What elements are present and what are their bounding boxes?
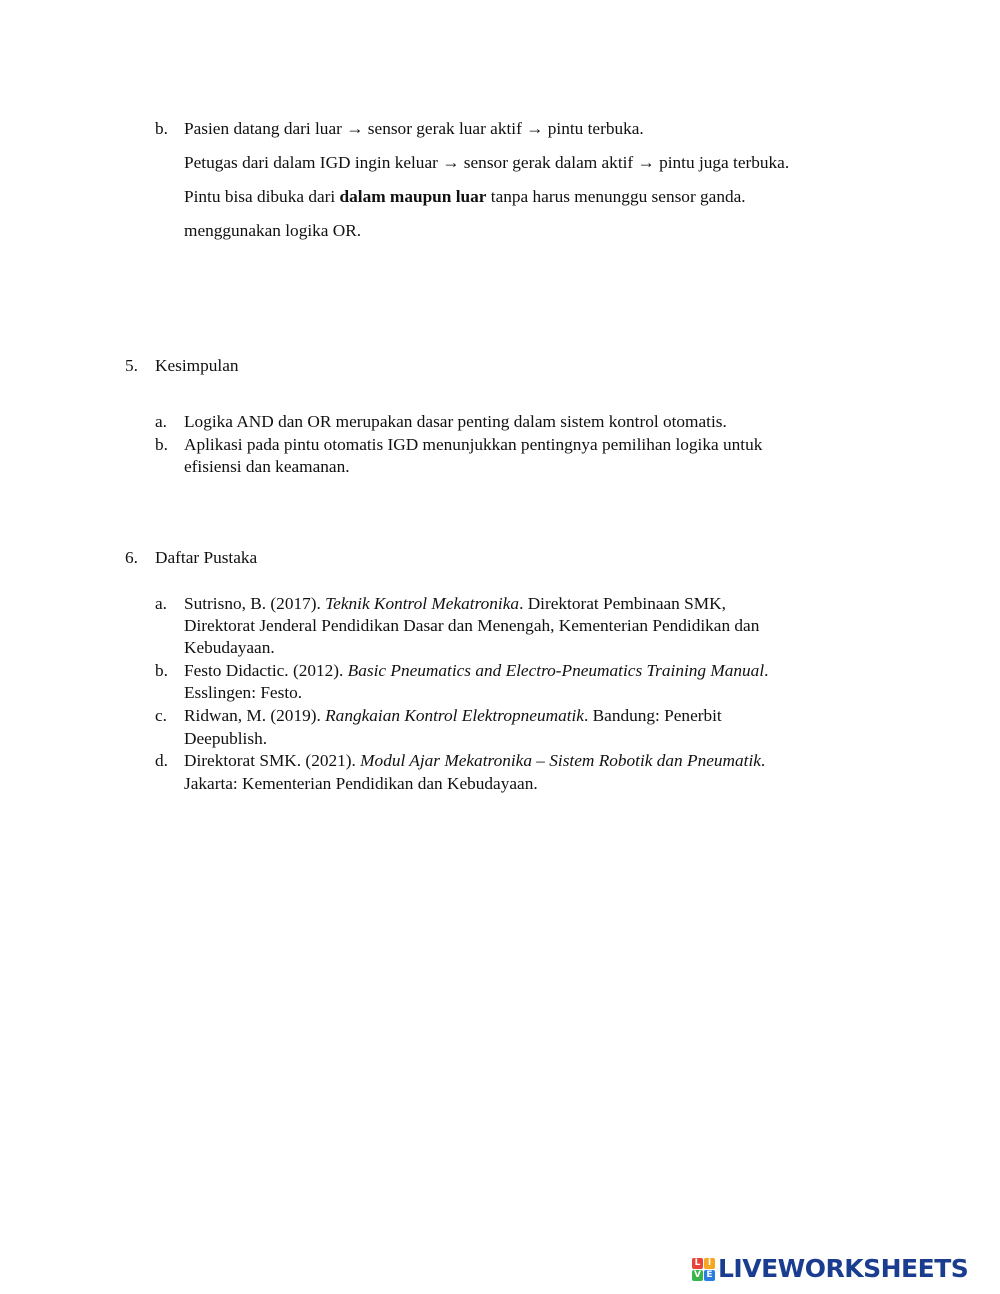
text-run: . Bandung: Penerbit <box>583 706 722 725</box>
list-item-line: Aplikasi pada pintu otomatis IGD menunjukkan pentingnya pemilihan logika untuk <box>184 435 763 454</box>
paragraph-line: menggunakan logika OR. <box>184 221 362 240</box>
logo-text: LIVEWORKSHEETS <box>718 1254 969 1283</box>
paragraph-line <box>184 186 746 208</box>
list-label: a. <box>155 594 167 613</box>
reference-line: Jakarta: Kementerian Pendidikan dan Kebudayaan. <box>184 774 538 793</box>
section-number: 6. <box>125 548 138 567</box>
liveworksheets-logo[interactable] <box>692 1254 968 1284</box>
book-title: Rangkaian Kontrol Elektropneumatik <box>325 706 584 725</box>
paragraph-line: Petugas dari dalam IGD ingin keluar → sensor gerak dalam aktif → pintu juga terbuka. <box>184 153 790 172</box>
book-title: Modul Ajar Mekatronika – Sistem Robotik dan Pneumatik <box>360 751 761 770</box>
list-item-line: efisiensi dan keamanan. <box>184 457 350 476</box>
reference-line <box>184 705 722 727</box>
list-label: d. <box>155 751 168 770</box>
logo-mark-icon <box>692 1258 715 1281</box>
list-item-line: Logika AND dan OR merupakan dasar penting dalam sistem kontrol otomatis. <box>184 412 727 431</box>
book-title: Teknik Kontrol Mekatronika <box>325 594 520 613</box>
logo-letter: V <box>692 1270 703 1281</box>
logo-letter: L <box>692 1258 703 1269</box>
reference-line <box>184 750 765 772</box>
list-label: b. <box>155 119 168 138</box>
text-run: . <box>760 751 766 770</box>
book-title: Basic Pneumatics and Electro-Pneumatics Training Manual <box>347 661 765 680</box>
text-run: . <box>764 661 769 680</box>
bold-text: dalam maupun luar <box>339 187 487 206</box>
section-number: 5. <box>125 356 138 375</box>
reference-line <box>184 660 768 682</box>
text-run: Festo Didactic. (2012). <box>184 661 348 680</box>
paragraph-line: Pasien datang dari luar → sensor gerak luar aktif → pintu terbuka. <box>184 119 644 138</box>
section-heading: Daftar Pustaka <box>155 548 258 567</box>
text-run: . Direktorat Pembinaan SMK, <box>519 594 726 613</box>
text-run: Ridwan, M. (2019). <box>184 706 326 725</box>
reference-line: Deepublish. <box>184 729 268 748</box>
text-run: tanpa harus menunggu sensor ganda. <box>486 187 746 206</box>
text-run: Pintu bisa dibuka dari <box>184 187 340 206</box>
reference-line <box>184 593 726 615</box>
text-run: Sutrisno, B. (2017). <box>184 594 326 613</box>
text-run: Direktorat SMK. (2021). <box>184 751 361 770</box>
reference-line: Esslingen: Festo. <box>184 683 303 702</box>
list-label: c. <box>155 706 167 725</box>
list-label: b. <box>155 435 168 454</box>
list-label: b. <box>155 661 168 680</box>
logo-letter: I <box>704 1258 715 1269</box>
section-heading: Kesimpulan <box>155 356 239 375</box>
reference-line: Direktorat Jenderal Pendidikan Dasar dan Menengah, Kementerian Pendidikan dan <box>184 616 760 635</box>
reference-line: Kebudayaan. <box>184 638 275 657</box>
logo-letter: E <box>704 1270 715 1281</box>
list-label: a. <box>155 412 167 431</box>
